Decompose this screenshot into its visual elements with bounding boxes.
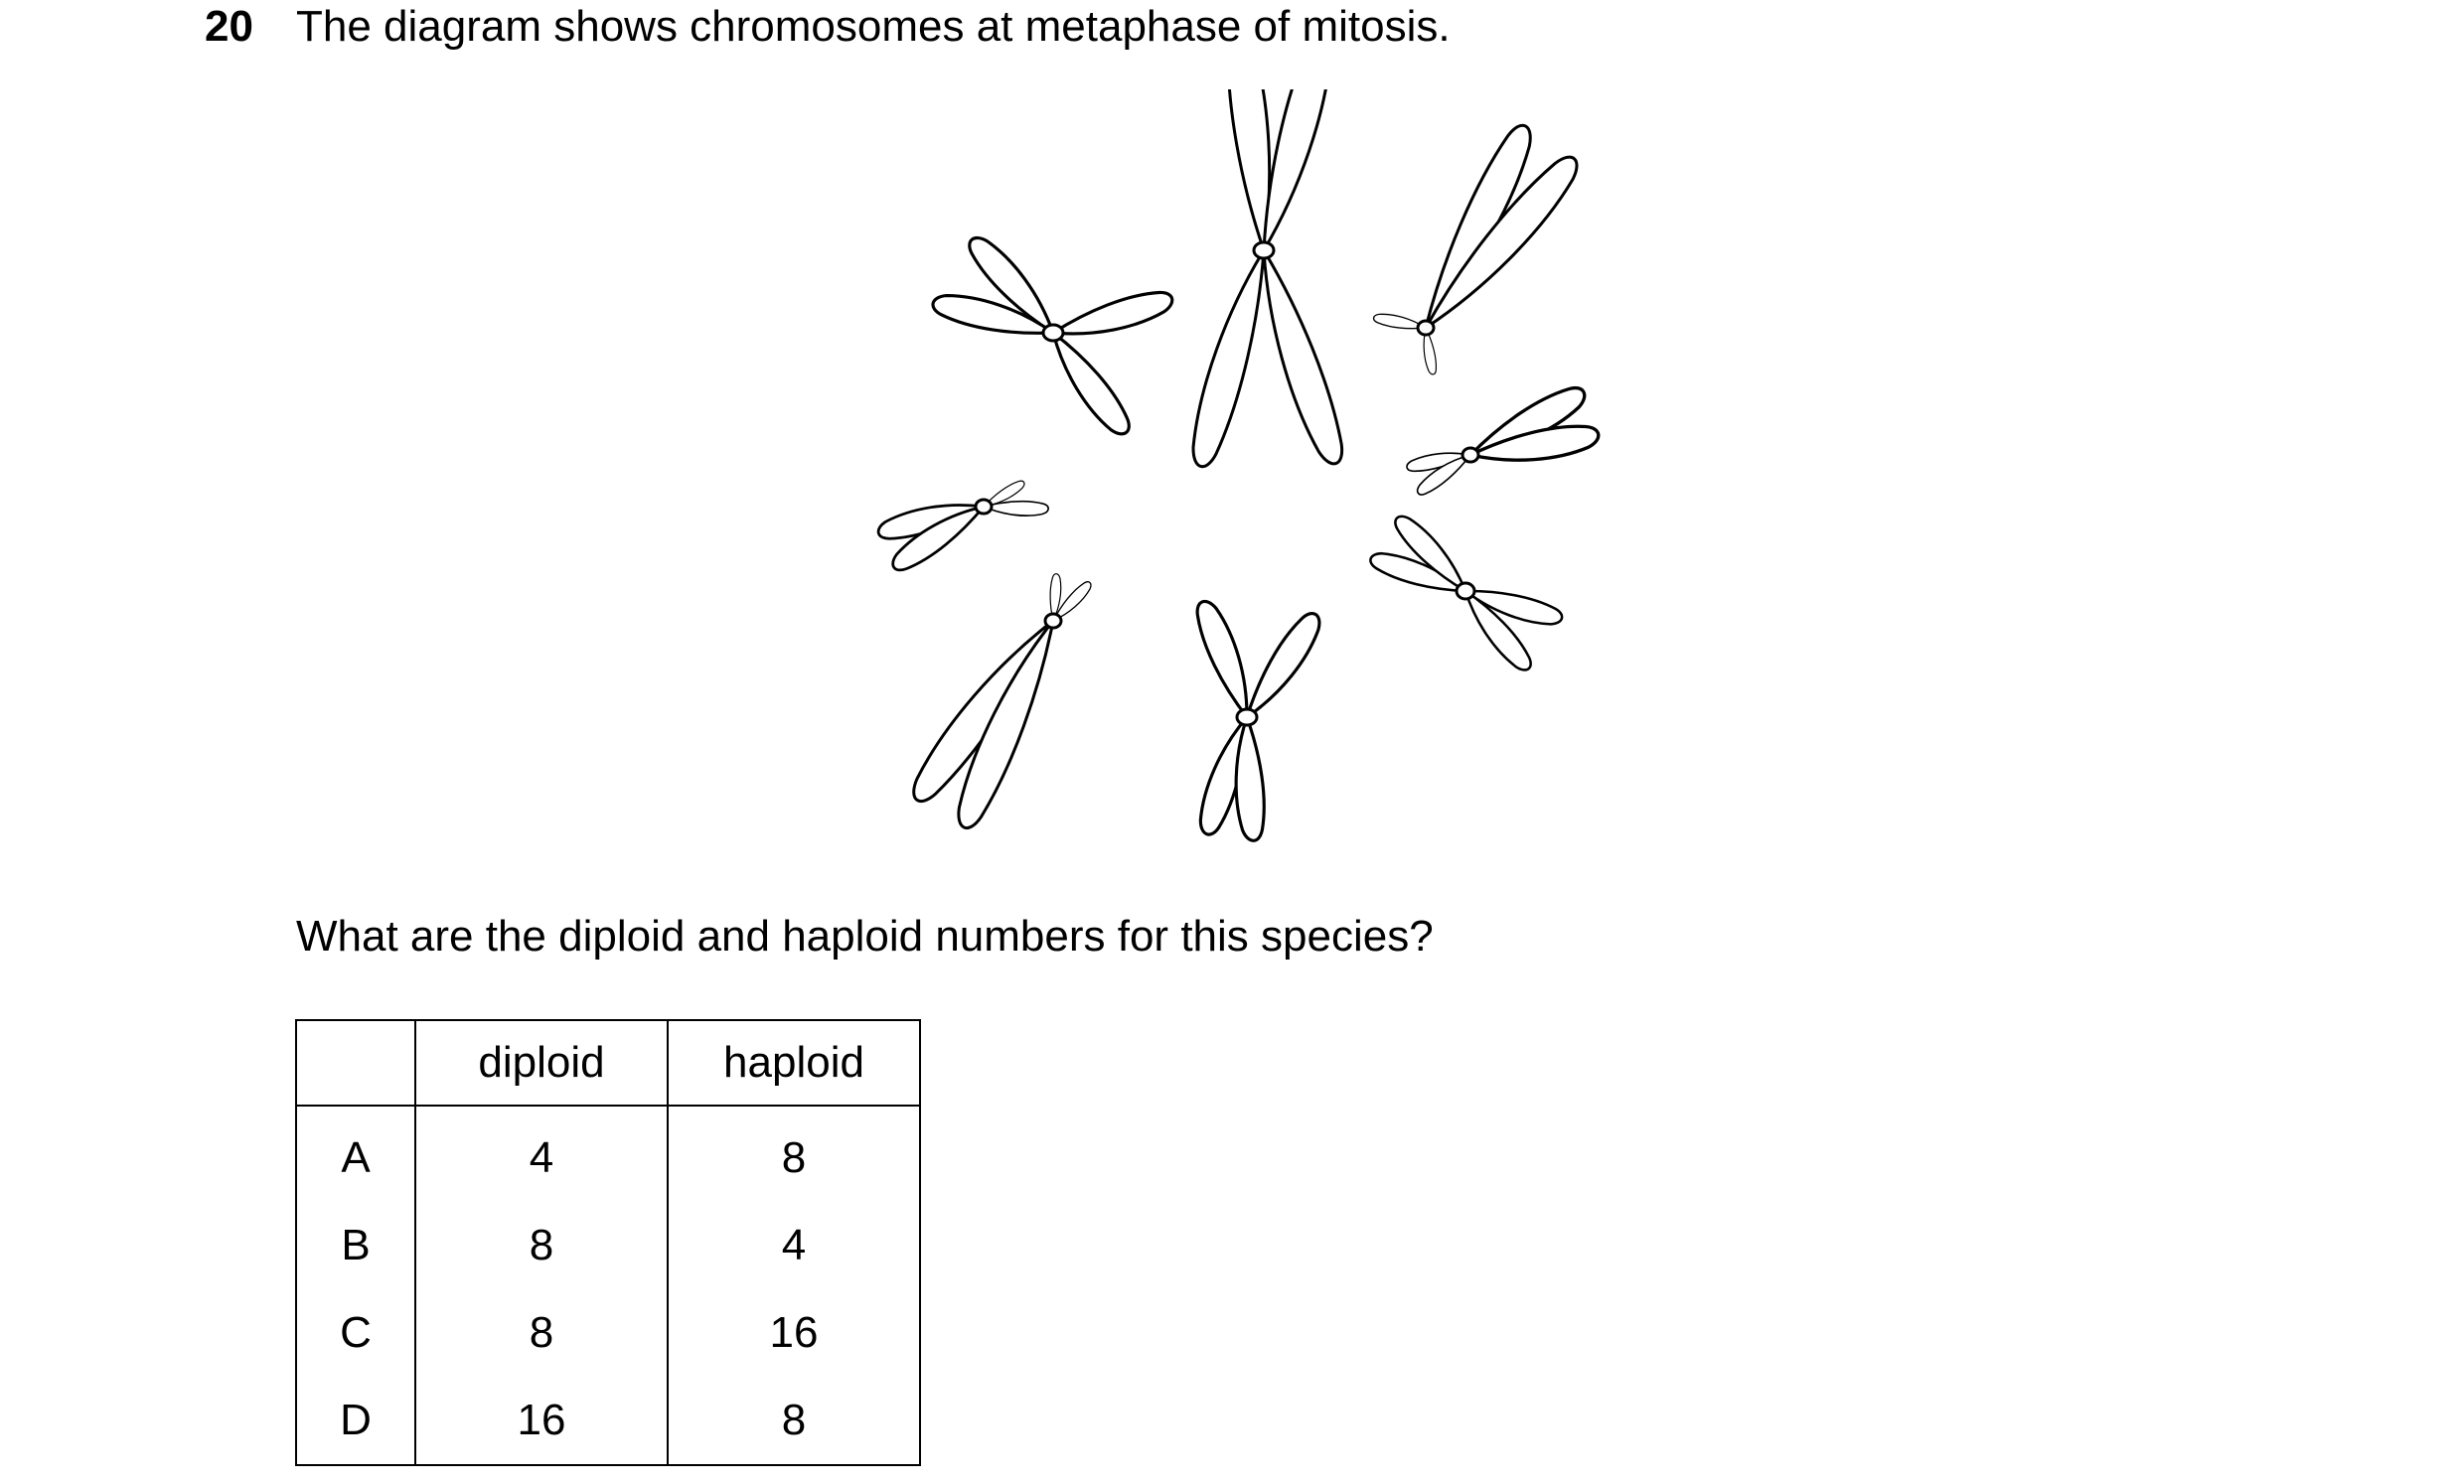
chromosome-1 bbox=[1182, 89, 1350, 471]
option-row-a[interactable] bbox=[296, 1106, 920, 1202]
option-letter: A bbox=[296, 1106, 415, 1202]
diploid-value: 8 bbox=[415, 1202, 668, 1289]
chromosome-7 bbox=[901, 573, 1094, 833]
haploid-value: 8 bbox=[668, 1106, 920, 1202]
option-row-c[interactable] bbox=[296, 1289, 920, 1377]
question-stem: The diagram shows chromosomes at metaphase of mitosis. bbox=[296, 2, 1451, 51]
option-letter: C bbox=[296, 1289, 415, 1377]
chromosome-6 bbox=[1367, 510, 1564, 676]
diploid-value: 8 bbox=[415, 1289, 668, 1377]
option-letter: D bbox=[296, 1377, 415, 1465]
chromosome-8 bbox=[1191, 597, 1328, 841]
option-row-b[interactable] bbox=[296, 1202, 920, 1289]
diploid-value: 16 bbox=[415, 1377, 668, 1465]
chromosome-3 bbox=[930, 229, 1175, 441]
haploid-value: 4 bbox=[668, 1202, 920, 1289]
option-letter: B bbox=[296, 1202, 415, 1289]
chromosome-5 bbox=[875, 479, 1048, 576]
haploid-value: 16 bbox=[668, 1289, 920, 1377]
question-prompt: What are the diploid and haploid numbers for this species? bbox=[296, 912, 1434, 961]
chromosome-diagram bbox=[835, 89, 1649, 884]
chromosome-2 bbox=[1373, 119, 1590, 374]
header-diploid: diploid bbox=[415, 1020, 668, 1106]
chromosome-4 bbox=[1406, 381, 1601, 499]
diploid-value: 4 bbox=[415, 1106, 668, 1202]
header-haploid: haploid bbox=[668, 1020, 920, 1106]
answer-options-table bbox=[295, 1019, 921, 1466]
question-number: 20 bbox=[205, 2, 253, 51]
option-row-d[interactable] bbox=[296, 1377, 920, 1465]
haploid-value: 8 bbox=[668, 1377, 920, 1465]
table-header-row bbox=[296, 1020, 920, 1106]
header-blank bbox=[296, 1020, 415, 1106]
